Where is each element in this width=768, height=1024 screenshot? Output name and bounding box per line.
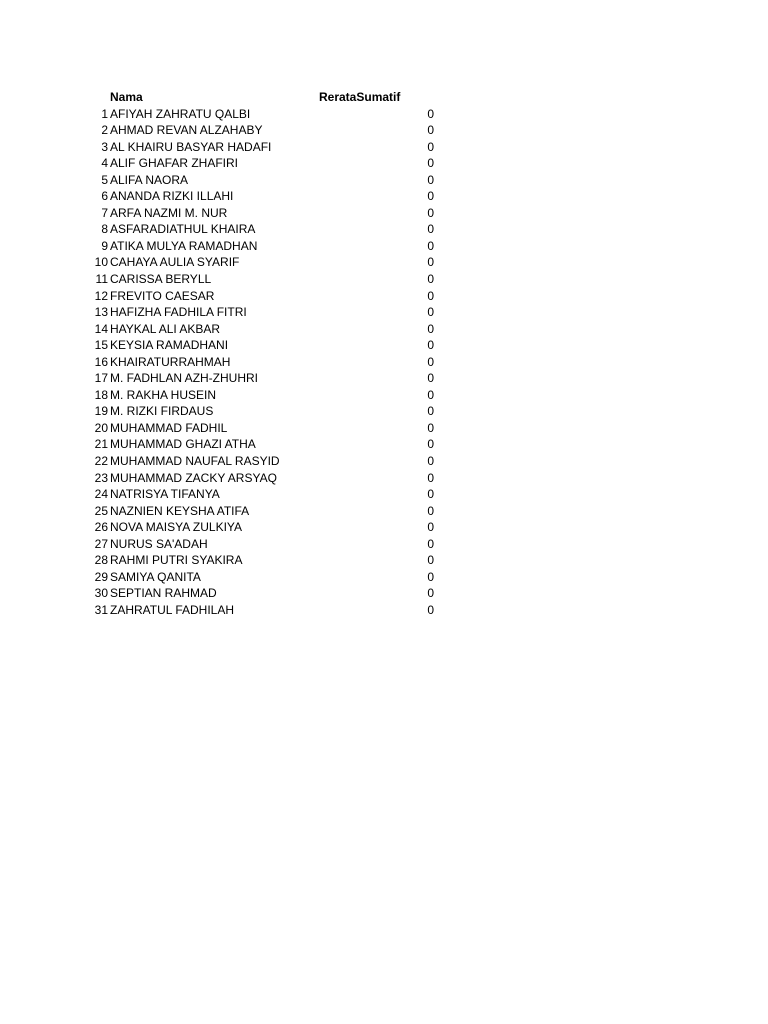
- student-name: SEPTIAN RAHMAD: [110, 586, 217, 601]
- student-name: ATIKA MULYA RAMADHAN: [110, 238, 258, 253]
- table-row: [0, 354, 768, 371]
- student-name: AL KHAIRU BASYAR HADAFI: [110, 139, 272, 154]
- student-score: 0: [427, 156, 434, 171]
- row-number: 24: [94, 487, 108, 502]
- student-score: 0: [427, 371, 434, 386]
- row-number: 6: [101, 189, 108, 204]
- table-row: [0, 271, 768, 288]
- student-score: 0: [427, 404, 434, 419]
- student-name: HAYKAL ALI AKBAR: [110, 321, 221, 336]
- table-row: [0, 221, 768, 238]
- table-row: [0, 370, 768, 387]
- table-row: [0, 337, 768, 354]
- student-name: CAHAYA AULIA SYARIF: [110, 255, 240, 270]
- row-number: 18: [94, 387, 108, 402]
- student-score: 0: [427, 553, 434, 568]
- row-number: 21: [94, 437, 108, 452]
- student-name: FREVITO CAESAR: [110, 288, 215, 303]
- row-number: 3: [101, 139, 108, 154]
- table-row: [0, 254, 768, 271]
- student-name: M. FADHLAN AZH-ZHUHRI: [110, 371, 259, 386]
- row-number: 30: [94, 586, 108, 601]
- student-name: MUHAMMAD NAUFAL RASYID: [110, 454, 280, 469]
- row-number: 1: [101, 106, 108, 121]
- student-name: MUHAMMAD GHAZI ATHA: [110, 437, 256, 452]
- row-number: 5: [101, 172, 108, 187]
- row-number: 11: [95, 272, 108, 287]
- table-row: [0, 403, 768, 420]
- table-row: [0, 470, 768, 487]
- student-name: ANANDA RIZKI ILLAHI: [110, 189, 234, 204]
- student-name: ARFA NAZMI M. NUR: [110, 205, 228, 220]
- row-number: 16: [94, 354, 108, 369]
- row-number: 25: [94, 503, 108, 518]
- student-name: ALIF GHAFAR ZHAFIRI: [110, 156, 239, 171]
- table-row: [0, 238, 768, 255]
- row-number: 10: [94, 255, 108, 270]
- student-name: KEYSIA RAMADHANI: [110, 338, 229, 353]
- student-score: 0: [427, 586, 434, 601]
- student-score: 0: [427, 288, 434, 303]
- student-name: SAMIYA QANITA: [110, 569, 201, 584]
- table-row: [0, 155, 768, 172]
- student-score: 0: [427, 255, 434, 270]
- student-score: 0: [427, 454, 434, 469]
- table-row: [0, 205, 768, 222]
- table-row: [0, 552, 768, 569]
- student-score: 0: [427, 503, 434, 518]
- student-score: 0: [427, 205, 434, 220]
- table-row: [0, 304, 768, 321]
- row-number: 28: [94, 553, 108, 568]
- student-score: 0: [427, 172, 434, 187]
- student-score: 0: [427, 470, 434, 485]
- student-name: M. RIZKI FIRDAUS: [110, 404, 214, 419]
- student-score-table: [0, 89, 768, 619]
- student-score: 0: [427, 536, 434, 551]
- table-row: [0, 536, 768, 553]
- table-row: [0, 106, 768, 123]
- student-name: ASFARADIATHUL KHAIRA: [110, 222, 256, 237]
- student-score: 0: [427, 420, 434, 435]
- student-name: ZAHRATUL FADHILAH: [110, 602, 235, 617]
- student-score: 0: [427, 106, 434, 121]
- student-score: 0: [427, 139, 434, 154]
- student-score: 0: [427, 354, 434, 369]
- student-name: KHAIRATURRAHMAH: [110, 354, 231, 369]
- student-name: HAFIZHA FADHILA FITRI: [110, 305, 247, 320]
- row-number: 27: [94, 536, 108, 551]
- student-name: ALIFA NAORA: [110, 172, 189, 187]
- table-row: [0, 519, 768, 536]
- student-score: 0: [427, 123, 434, 138]
- row-number: 22: [94, 454, 108, 469]
- table-row: [0, 453, 768, 470]
- student-name: M. RAKHA HUSEIN: [110, 387, 217, 402]
- row-number: 9: [101, 238, 108, 253]
- row-number: 13: [94, 305, 108, 320]
- table-row: [0, 602, 768, 619]
- student-score: 0: [427, 387, 434, 402]
- student-score: 0: [427, 520, 434, 535]
- student-name: NURUS SA'ADAH: [110, 536, 208, 551]
- header-score: RerataSumatif: [319, 90, 401, 104]
- table-row: [0, 503, 768, 520]
- student-score: 0: [427, 487, 434, 502]
- row-number: 26: [94, 520, 108, 535]
- student-score: 0: [427, 238, 434, 253]
- student-name: RAHMI PUTRI SYAKIRA: [110, 553, 243, 568]
- table-row: [0, 139, 768, 156]
- student-score: 0: [427, 321, 434, 336]
- table-row: [0, 585, 768, 602]
- student-name: NAZNIEN KEYSHA ATIFA: [110, 503, 250, 518]
- table-row: [0, 122, 768, 139]
- student-score: 0: [427, 602, 434, 617]
- student-name: AHMAD REVAN ALZAHABY: [110, 123, 263, 138]
- student-name: MUHAMMAD FADHIL: [110, 420, 228, 435]
- row-number: 4: [101, 156, 108, 171]
- table-row: [0, 436, 768, 453]
- table-row: [0, 288, 768, 305]
- student-score: 0: [427, 305, 434, 320]
- student-name: MUHAMMAD ZACKY ARSYAQ: [110, 470, 277, 485]
- row-number: 15: [94, 338, 108, 353]
- table-row: [0, 321, 768, 338]
- table-row: [0, 569, 768, 586]
- row-number: 14: [94, 321, 108, 336]
- student-score: 0: [427, 222, 434, 237]
- student-score: 0: [427, 272, 434, 287]
- row-number: 31: [94, 602, 108, 617]
- row-number: 12: [94, 288, 108, 303]
- row-number: 20: [94, 420, 108, 435]
- row-number: 29: [94, 569, 108, 584]
- row-number: 17: [94, 371, 108, 386]
- student-name: CARISSA BERYLL: [110, 272, 212, 287]
- student-score: 0: [427, 189, 434, 204]
- table-row: [0, 172, 768, 189]
- student-name: NOVA MAISYA ZULKIYA: [110, 520, 243, 535]
- row-number: 7: [101, 205, 108, 220]
- table-header: [0, 89, 768, 106]
- table-row: [0, 188, 768, 205]
- row-number: 19: [94, 404, 108, 419]
- student-score: 0: [427, 569, 434, 584]
- table-row: [0, 387, 768, 404]
- row-number: 8: [101, 222, 108, 237]
- table-row: [0, 420, 768, 437]
- row-number: 2: [101, 123, 108, 138]
- header-name: Nama: [110, 90, 143, 104]
- student-name: AFIYAH ZAHRATU QALBI: [110, 106, 251, 121]
- student-score: 0: [427, 338, 434, 353]
- table-row: [0, 486, 768, 503]
- student-score: 0: [427, 437, 434, 452]
- row-number: 23: [94, 470, 108, 485]
- student-name: NATRISYA TIFANYA: [110, 487, 220, 502]
- table-body: [0, 106, 768, 619]
